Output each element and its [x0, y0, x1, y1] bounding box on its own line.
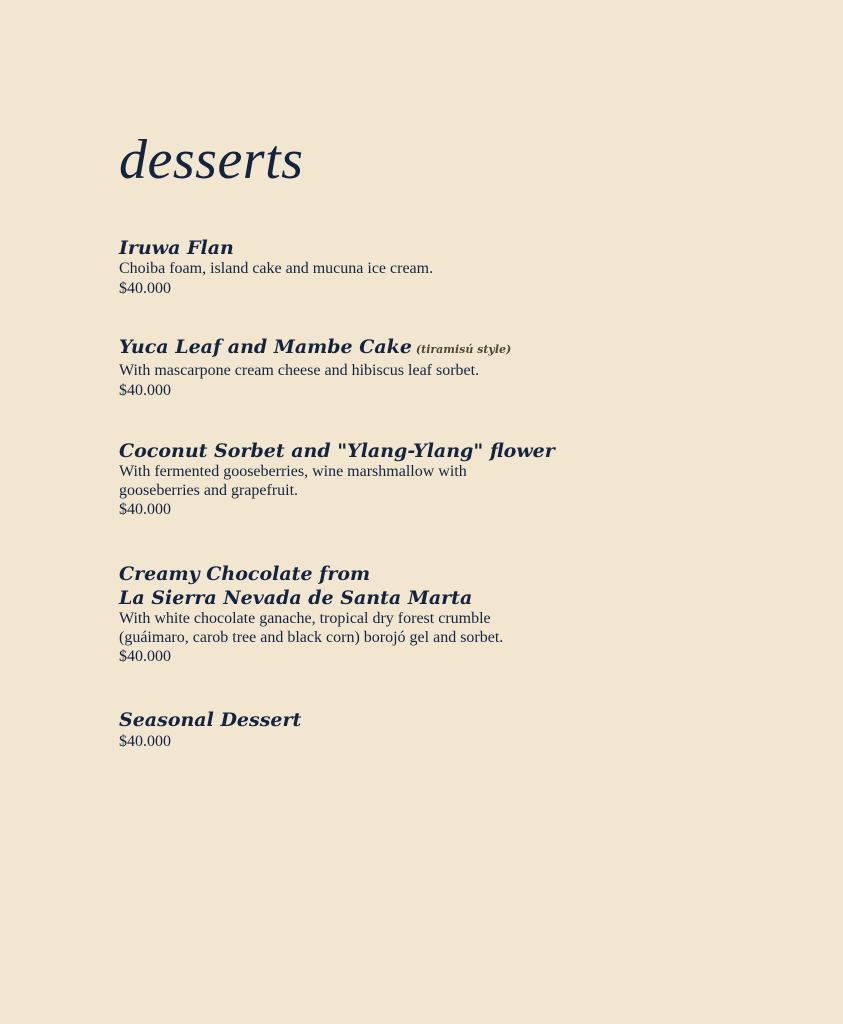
- item-name: Seasonal Dessert: [119, 709, 302, 731]
- item-price: $40.000: [119, 381, 171, 399]
- item-description-line-1: With fermented gooseberries, wine marshmallow with: [119, 463, 467, 480]
- item-price: $40.000: [119, 733, 171, 750]
- item-name: Coconut Sorbet and "Ylang-Ylang" flower: [119, 440, 555, 462]
- item-name-row: [119, 335, 511, 362]
- menu-item-coconut-sorbet: [119, 439, 555, 519]
- item-description: With mascarpone cream cheese and hibiscus leaf sorbet.: [119, 362, 480, 379]
- item-description-line-1: With white chocolate ganache, tropical dry forest crumble: [119, 610, 491, 627]
- item-description-line-2: gooseberries and grapefruit.: [119, 481, 299, 499]
- item-name: Yuca Leaf and Mambe Cake: [119, 336, 412, 358]
- item-description-line-2: (guáimaro, carob tree and black corn) borojó gel and sorbet.: [119, 628, 504, 646]
- item-name-line-1: Creamy Chocolate from: [119, 563, 371, 585]
- item-name-line-2: La Sierra Nevada de Santa Marta: [119, 587, 473, 609]
- item-name: Iruwa Flan: [119, 237, 234, 259]
- item-price: $40.000: [119, 648, 171, 665]
- item-price: $40.000: [119, 501, 171, 518]
- item-price: $40.000: [119, 279, 171, 297]
- menu-item-creamy-chocolate: [119, 562, 503, 666]
- item-description: Choiba foam, island cake and mucuna ice cream.: [119, 260, 434, 277]
- menu-item-iruwa-flan: [119, 236, 433, 298]
- item-note: (tiramisú style): [415, 343, 512, 356]
- page-title: desserts: [119, 129, 304, 191]
- menu-item-seasonal-dessert: [119, 708, 301, 751]
- menu-item-yuca-leaf-cake: [119, 335, 511, 400]
